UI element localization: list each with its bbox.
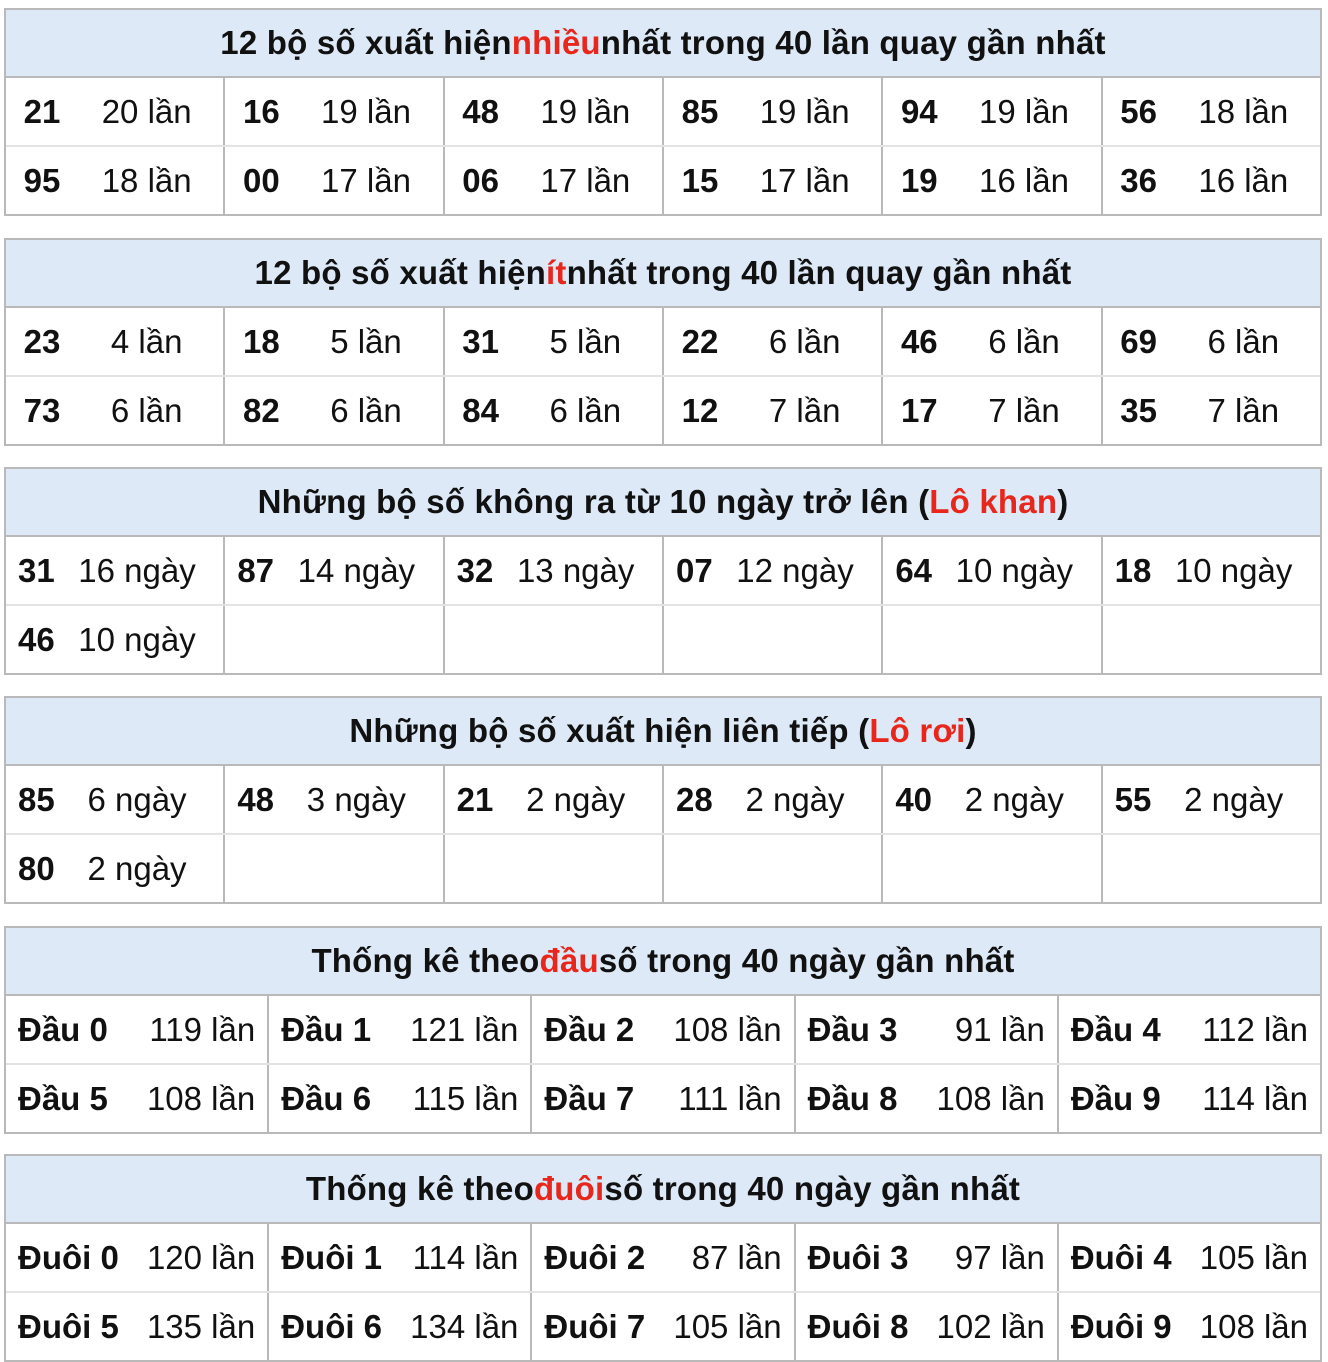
number-label: 46 bbox=[900, 322, 938, 360]
count-value: 10 ngày bbox=[1174, 551, 1293, 589]
stat-cell bbox=[443, 78, 662, 145]
count-value: 6 lần bbox=[1207, 322, 1280, 360]
number-label: 06 bbox=[462, 161, 500, 199]
count-value: 19 lần bbox=[540, 92, 631, 130]
count-value: 102 lần bbox=[936, 1307, 1045, 1345]
table-row bbox=[6, 833, 1320, 902]
stat-cell bbox=[881, 606, 1100, 673]
number-label: 32 bbox=[456, 551, 494, 589]
number-label: 48 bbox=[462, 92, 500, 130]
stat-cell bbox=[267, 1224, 530, 1291]
count-value: 91 lần bbox=[954, 1010, 1045, 1048]
number-label: 12 bbox=[681, 391, 719, 429]
stat-cell bbox=[662, 606, 881, 673]
stat-cell bbox=[1101, 766, 1320, 833]
table-row bbox=[6, 1224, 1320, 1291]
number-label: Đầu 2 bbox=[544, 1010, 635, 1048]
stat-cell bbox=[223, 766, 442, 833]
stat-cell bbox=[267, 1293, 530, 1360]
stat-cell bbox=[1057, 1293, 1320, 1360]
number-label: 80 bbox=[18, 849, 55, 887]
count-value: 17 lần bbox=[759, 161, 850, 199]
number-label: 94 bbox=[900, 92, 938, 130]
stat-cell bbox=[1057, 996, 1320, 1063]
stat-cell bbox=[662, 377, 881, 444]
number-label: 48 bbox=[237, 780, 275, 818]
title-text: 12 bộ số xuất hiện bbox=[220, 24, 512, 61]
count-value: 19 lần bbox=[759, 92, 850, 130]
count-value: 6 lần bbox=[549, 391, 622, 429]
stat-cell bbox=[881, 537, 1100, 604]
number-label: 64 bbox=[895, 551, 933, 589]
title-highlight: ít bbox=[546, 254, 567, 291]
title-text: ) bbox=[1057, 483, 1069, 520]
count-value: 7 lần bbox=[1207, 391, 1280, 429]
stat-cell bbox=[794, 1224, 1057, 1291]
lo-khan-table bbox=[4, 467, 1322, 675]
number-label: 22 bbox=[681, 322, 719, 360]
count-value: 19 lần bbox=[979, 92, 1069, 130]
title-highlight: đầu bbox=[539, 942, 599, 979]
table-title bbox=[6, 10, 1320, 78]
count-value: 6 ngày bbox=[87, 780, 187, 818]
count-value: 6 lần bbox=[330, 391, 402, 429]
count-value: 105 lần bbox=[1199, 1238, 1309, 1276]
lo-roi-table bbox=[4, 696, 1322, 904]
stat-cell bbox=[530, 1224, 793, 1291]
number-label: Đuôi 5 bbox=[18, 1307, 119, 1345]
count-value: 108 lần bbox=[673, 1010, 782, 1048]
title-highlight: nhiều bbox=[511, 24, 601, 61]
number-label: 55 bbox=[1114, 780, 1152, 818]
number-label: 56 bbox=[1120, 92, 1157, 130]
title-highlight: Lô khan bbox=[929, 483, 1058, 520]
most-frequent-table bbox=[4, 8, 1322, 216]
number-label: 84 bbox=[462, 391, 500, 429]
number-label: 36 bbox=[1120, 161, 1157, 199]
stat-cell bbox=[662, 766, 881, 833]
count-value: 7 lần bbox=[768, 391, 841, 429]
count-value: 112 lần bbox=[1202, 1010, 1309, 1048]
number-label: Đuôi 8 bbox=[807, 1307, 909, 1345]
number-label: Đầu 3 bbox=[807, 1010, 898, 1048]
number-label: Đuôi 6 bbox=[281, 1307, 383, 1345]
table-row bbox=[6, 1291, 1320, 1360]
stat-cell bbox=[6, 78, 223, 145]
number-label: 28 bbox=[675, 780, 713, 818]
number-label: Đầu 6 bbox=[281, 1079, 372, 1117]
count-value: 13 ngày bbox=[516, 551, 635, 589]
count-value: 6 lần bbox=[988, 322, 1060, 360]
number-label: 17 bbox=[900, 391, 938, 429]
number-label: 82 bbox=[242, 391, 280, 429]
stat-cell bbox=[662, 147, 881, 214]
number-label: 69 bbox=[1120, 322, 1157, 360]
stat-cell bbox=[6, 835, 223, 902]
table-title bbox=[6, 698, 1320, 766]
stat-cell bbox=[530, 996, 793, 1063]
title-text: ) bbox=[965, 712, 977, 749]
stat-cell bbox=[881, 308, 1100, 375]
table-title bbox=[6, 1156, 1320, 1224]
stat-cell bbox=[794, 1293, 1057, 1360]
number-label: 85 bbox=[18, 780, 55, 818]
count-value: 105 lần bbox=[673, 1307, 782, 1345]
number-label: 87 bbox=[237, 551, 275, 589]
count-value: 6 lần bbox=[768, 322, 841, 360]
number-label: Đầu 4 bbox=[1070, 1010, 1161, 1048]
number-label: 19 bbox=[900, 161, 938, 199]
count-value: 17 lần bbox=[321, 161, 411, 199]
number-label: Đuôi 0 bbox=[18, 1238, 119, 1276]
count-value: 135 lần bbox=[146, 1307, 256, 1345]
table-title bbox=[6, 469, 1320, 537]
stat-cell bbox=[6, 1224, 267, 1291]
count-value: 111 lần bbox=[678, 1079, 782, 1117]
count-value: 6 lần bbox=[110, 391, 183, 429]
stat-cell bbox=[223, 308, 442, 375]
number-label: 21 bbox=[23, 92, 61, 130]
stat-cell bbox=[443, 377, 662, 444]
stat-cell bbox=[662, 537, 881, 604]
stat-cell bbox=[443, 606, 662, 673]
table-row bbox=[6, 766, 1320, 833]
stat-cell bbox=[6, 766, 223, 833]
stat-cell bbox=[6, 537, 223, 604]
number-label: Đầu 5 bbox=[18, 1079, 108, 1117]
number-label: Đầu 7 bbox=[544, 1079, 635, 1117]
table-row bbox=[6, 1063, 1320, 1132]
stat-cell bbox=[6, 996, 267, 1063]
count-value: 19 lần bbox=[321, 92, 411, 130]
stat-cell bbox=[530, 1293, 793, 1360]
stat-cell bbox=[6, 377, 223, 444]
count-value: 108 lần bbox=[936, 1079, 1045, 1117]
count-value: 5 lần bbox=[330, 322, 402, 360]
title-text: nhất trong 40 lần quay gần nhất bbox=[600, 24, 1106, 61]
stat-cell bbox=[6, 308, 223, 375]
count-value: 17 lần bbox=[540, 161, 631, 199]
stat-cell bbox=[662, 308, 881, 375]
count-value: 18 lần bbox=[1198, 92, 1289, 130]
title-highlight: đuôi bbox=[533, 1170, 605, 1207]
title-text: nhất trong 40 lần quay gần nhất bbox=[566, 254, 1072, 291]
stat-cell bbox=[1101, 835, 1320, 902]
number-label: Đầu 0 bbox=[18, 1010, 108, 1048]
count-value: 16 lần bbox=[979, 161, 1069, 199]
number-label: 46 bbox=[18, 620, 55, 658]
title-text: Những bộ số xuất hiện liên tiếp ( bbox=[349, 712, 870, 749]
stat-cell bbox=[1101, 606, 1320, 673]
stat-cell bbox=[1101, 377, 1320, 444]
count-value: 114 lần bbox=[1202, 1079, 1309, 1117]
count-value: 3 ngày bbox=[306, 780, 406, 818]
stat-cell bbox=[6, 606, 223, 673]
title-text: số trong 40 ngày gần nhất bbox=[598, 942, 1015, 979]
number-label: Đuôi 4 bbox=[1070, 1238, 1172, 1276]
count-value: 119 lần bbox=[149, 1010, 256, 1048]
stat-cell bbox=[881, 835, 1100, 902]
stat-cell bbox=[794, 996, 1057, 1063]
stat-cell bbox=[223, 78, 442, 145]
stat-cell bbox=[1101, 308, 1320, 375]
stat-cell bbox=[6, 147, 223, 214]
table-row bbox=[6, 78, 1320, 145]
number-label: 31 bbox=[462, 322, 500, 360]
count-value: 2 ngày bbox=[745, 780, 845, 818]
stat-cell bbox=[6, 1293, 267, 1360]
number-label: 35 bbox=[1120, 391, 1157, 429]
count-value: 2 ngày bbox=[964, 780, 1064, 818]
count-value: 2 ngày bbox=[526, 780, 626, 818]
number-label: 73 bbox=[23, 391, 61, 429]
count-value: 134 lần bbox=[410, 1307, 519, 1345]
stat-cell bbox=[1101, 78, 1320, 145]
table-row bbox=[6, 604, 1320, 673]
number-label: Đầu 1 bbox=[281, 1010, 372, 1048]
table-row bbox=[6, 145, 1320, 214]
stat-cell bbox=[443, 147, 662, 214]
table-row bbox=[6, 375, 1320, 444]
title-text: số trong 40 ngày gần nhất bbox=[604, 1170, 1021, 1207]
table-row bbox=[6, 308, 1320, 375]
count-value: 108 lần bbox=[1199, 1307, 1309, 1345]
number-label: 00 bbox=[242, 161, 280, 199]
count-value: 115 lần bbox=[412, 1079, 519, 1117]
stat-cell bbox=[1101, 537, 1320, 604]
number-label: 07 bbox=[675, 551, 713, 589]
number-label: 40 bbox=[895, 780, 933, 818]
count-value: 10 ngày bbox=[955, 551, 1074, 589]
number-label: 31 bbox=[18, 551, 55, 589]
title-text: Những bộ số không ra từ 10 ngày trở lên ( bbox=[257, 483, 930, 520]
stat-cell bbox=[223, 537, 442, 604]
number-label: 15 bbox=[681, 161, 719, 199]
count-value: 20 lần bbox=[101, 92, 192, 130]
stat-cell bbox=[530, 1065, 793, 1132]
number-label: 18 bbox=[242, 322, 280, 360]
count-value: 120 lần bbox=[146, 1238, 256, 1276]
number-label: Đầu 8 bbox=[807, 1079, 898, 1117]
stat-cell bbox=[267, 1065, 530, 1132]
number-label: 85 bbox=[681, 92, 719, 130]
count-value: 114 lần bbox=[412, 1238, 519, 1276]
table-title bbox=[6, 928, 1320, 996]
number-label: 18 bbox=[1114, 551, 1152, 589]
title-text: Thống kê theo bbox=[311, 942, 540, 979]
count-value: 121 lần bbox=[410, 1010, 519, 1048]
stat-cell bbox=[1057, 1224, 1320, 1291]
stat-cell bbox=[881, 147, 1100, 214]
stat-cell bbox=[662, 835, 881, 902]
stat-cell bbox=[223, 835, 442, 902]
table-title bbox=[6, 240, 1320, 308]
title-text: 12 bộ số xuất hiện bbox=[254, 254, 547, 291]
count-value: 18 lần bbox=[101, 161, 192, 199]
number-label: 21 bbox=[456, 780, 494, 818]
number-label: 23 bbox=[23, 322, 61, 360]
stat-cell bbox=[443, 835, 662, 902]
number-label: Đầu 9 bbox=[1070, 1079, 1161, 1117]
stat-cell bbox=[1101, 147, 1320, 214]
count-value: 12 ngày bbox=[736, 551, 854, 589]
number-label: Đuôi 9 bbox=[1070, 1307, 1172, 1345]
number-label: 95 bbox=[23, 161, 61, 199]
number-label: Đuôi 2 bbox=[544, 1238, 646, 1276]
count-value: 16 ngày bbox=[78, 551, 196, 589]
count-value: 16 lần bbox=[1198, 161, 1289, 199]
stat-cell bbox=[443, 537, 662, 604]
count-value: 4 lần bbox=[110, 322, 183, 360]
stat-cell bbox=[443, 766, 662, 833]
stat-cell bbox=[881, 377, 1100, 444]
count-value: 7 lần bbox=[988, 391, 1060, 429]
count-value: 87 lần bbox=[691, 1238, 782, 1276]
number-label: 16 bbox=[242, 92, 280, 130]
count-value: 5 lần bbox=[549, 322, 622, 360]
table-row bbox=[6, 537, 1320, 604]
stat-cell bbox=[794, 1065, 1057, 1132]
count-value: 97 lần bbox=[954, 1238, 1045, 1276]
stat-cell bbox=[223, 147, 442, 214]
stat-cell bbox=[6, 1065, 267, 1132]
stat-cell bbox=[1057, 1065, 1320, 1132]
title-text: Thống kê theo bbox=[305, 1170, 534, 1207]
count-value: 2 ngày bbox=[1184, 780, 1284, 818]
number-label: Đuôi 1 bbox=[281, 1238, 383, 1276]
count-value: 10 ngày bbox=[78, 620, 196, 658]
number-label: Đuôi 7 bbox=[544, 1307, 646, 1345]
tail-digit-table bbox=[4, 1154, 1322, 1362]
stat-cell bbox=[223, 606, 442, 673]
table-row bbox=[6, 996, 1320, 1063]
stat-cell bbox=[443, 308, 662, 375]
count-value: 108 lần bbox=[146, 1079, 256, 1117]
number-label: Đuôi 3 bbox=[807, 1238, 909, 1276]
least-frequent-table bbox=[4, 238, 1322, 446]
count-value: 14 ngày bbox=[297, 551, 416, 589]
stat-cell bbox=[662, 78, 881, 145]
count-value: 2 ngày bbox=[87, 849, 187, 887]
stat-cell bbox=[881, 78, 1100, 145]
stat-cell bbox=[881, 766, 1100, 833]
head-digit-table bbox=[4, 926, 1322, 1134]
title-highlight: Lô rơi bbox=[869, 712, 966, 749]
stat-cell bbox=[223, 377, 442, 444]
stat-cell bbox=[267, 996, 530, 1063]
